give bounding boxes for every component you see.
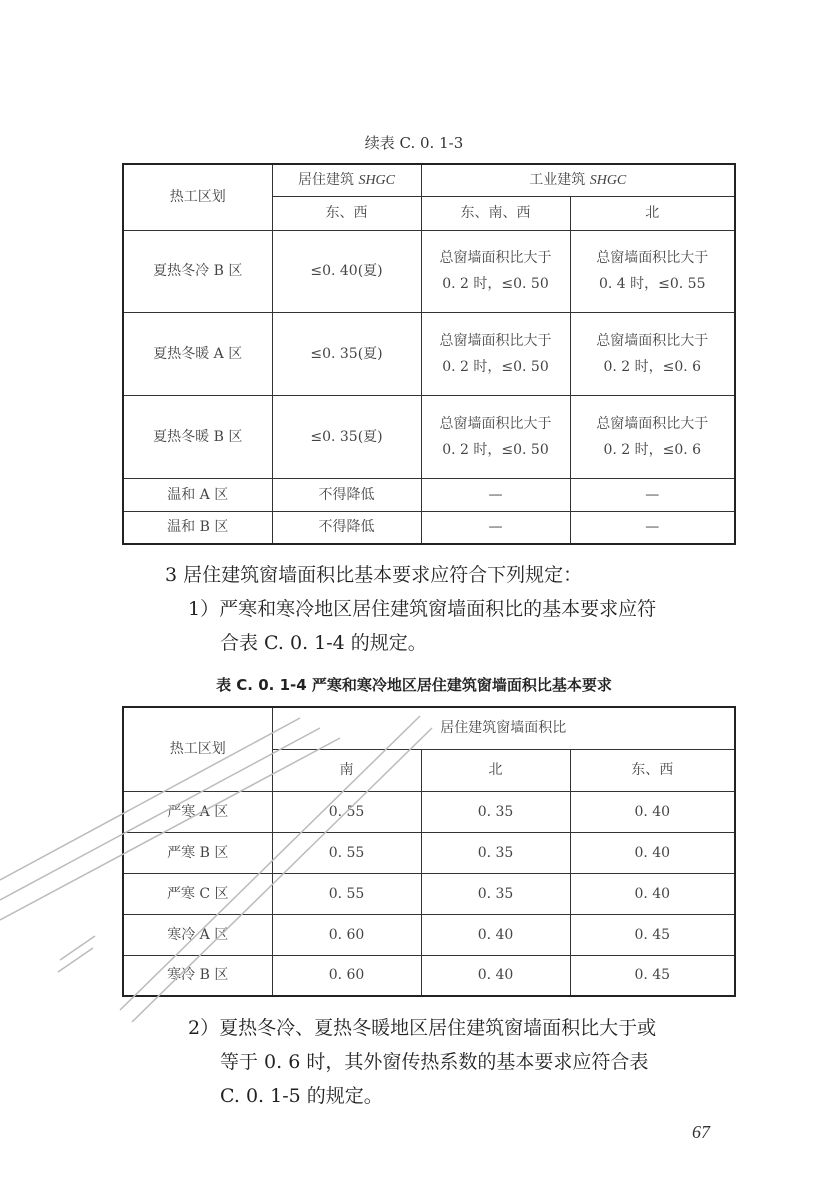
table1-header-industrial: 工业建筑 SHGC xyxy=(421,164,735,196)
table-row xyxy=(123,832,735,873)
table-cell-ew: 0. 40 xyxy=(570,832,735,873)
table-cell-zone: 严寒 A 区 xyxy=(123,791,272,832)
table-cell-zone: 寒冷 A 区 xyxy=(123,914,272,955)
table-cell-south: 0. 60 xyxy=(272,914,421,955)
table2-header-ew: 东、西 xyxy=(570,749,735,791)
table-cell-industrial-esw: — xyxy=(421,478,570,511)
table2-header-group: 居住建筑窗墙面积比 xyxy=(272,707,735,749)
table-row xyxy=(123,511,735,544)
table-row xyxy=(123,873,735,914)
table-cell-north: 0. 40 xyxy=(421,914,570,955)
table-cell-zone: 严寒 C 区 xyxy=(123,873,272,914)
table2-header-north: 北 xyxy=(421,749,570,791)
clause-3-2-line3: C. 0. 1-5 的规定。 xyxy=(220,1085,383,1107)
table-cell-ew: 0. 45 xyxy=(570,914,735,955)
table-cell-industrial-esw: 总窗墙面积比大于 0. 2 时，≤0. 50 xyxy=(421,395,570,478)
table-cell-zone: 温和 B 区 xyxy=(123,511,272,544)
table-cell-industrial-north: 总窗墙面积比大于 0. 4 时，≤0. 55 xyxy=(570,230,735,312)
table-cell-north: 0. 35 xyxy=(421,873,570,914)
table-row xyxy=(123,955,735,996)
table-cell-zone: 寒冷 B 区 xyxy=(123,955,272,996)
table-cell-north: 0. 40 xyxy=(421,955,570,996)
table-cell-industrial-north: 总窗墙面积比大于 0. 2 时，≤0. 6 xyxy=(570,312,735,395)
table-row xyxy=(123,312,735,395)
table2-caption: 表 C. 0. 1-4 严寒和寒冷地区居住建筑窗墙面积比基本要求 xyxy=(216,676,612,694)
table-cell-zone: 夏热冬冷 B 区 xyxy=(123,230,272,312)
table1-header-esw: 东、南、西 xyxy=(421,196,570,230)
table-cell-industrial-north: 总窗墙面积比大于 0. 2 时，≤0. 6 xyxy=(570,395,735,478)
table1-header-residential: 居住建筑 SHGC xyxy=(272,164,421,196)
table-cell-zone: 夏热冬暖 B 区 xyxy=(123,395,272,478)
table-row xyxy=(123,230,735,312)
table-cell-ew: 0. 40 xyxy=(570,873,735,914)
table-cell-residential: 不得降低 xyxy=(272,511,421,544)
table-cell-zone: 严寒 B 区 xyxy=(123,832,272,873)
table2 xyxy=(122,706,736,997)
table-row xyxy=(123,914,735,955)
clause-3-2-line1: 2）夏热冬冷、夏热冬暖地区居住建筑窗墙面积比大于或 xyxy=(188,1017,657,1039)
table-cell-south: 0. 60 xyxy=(272,955,421,996)
table1-header-zone: 热工区划 xyxy=(123,164,272,230)
table-cell-ew: 0. 40 xyxy=(570,791,735,832)
table-cell-south: 0. 55 xyxy=(272,791,421,832)
table-cell-residential: ≤0. 40(夏) xyxy=(272,230,421,312)
table-cell-industrial-north: — xyxy=(570,478,735,511)
table-cell-north: 0. 35 xyxy=(421,832,570,873)
table-cell-ew: 0. 45 xyxy=(570,955,735,996)
page-number: 67 xyxy=(692,1122,710,1142)
table-row xyxy=(123,478,735,511)
table-cell-industrial-esw: 总窗墙面积比大于 0. 2 时，≤0. 50 xyxy=(421,312,570,395)
clause-3-2-line2: 等于 0. 6 时，其外窗传热系数的基本要求应符合表 xyxy=(220,1051,649,1073)
table1-header-north: 北 xyxy=(570,196,735,230)
table-cell-industrial-esw: 总窗墙面积比大于 0. 2 时，≤0. 50 xyxy=(421,230,570,312)
table-cell-industrial-north: — xyxy=(570,511,735,544)
clause-3-1-line2: 合表 C. 0. 1-4 的规定。 xyxy=(220,632,427,654)
table1-header-ew: 东、西 xyxy=(272,196,421,230)
table1 xyxy=(122,163,736,545)
table-cell-residential: 不得降低 xyxy=(272,478,421,511)
table-row xyxy=(123,791,735,832)
table-cell-industrial-esw: — xyxy=(421,511,570,544)
table-cell-north: 0. 35 xyxy=(421,791,570,832)
table-cell-south: 0. 55 xyxy=(272,873,421,914)
table-cell-zone: 夏热冬暖 A 区 xyxy=(123,312,272,395)
table-cell-residential: ≤0. 35(夏) xyxy=(272,395,421,478)
clause-3-1-line1: 1）严寒和寒冷地区居住建筑窗墙面积比的基本要求应符 xyxy=(188,598,657,620)
table-cell-zone: 温和 A 区 xyxy=(123,478,272,511)
table-cell-south: 0. 55 xyxy=(272,832,421,873)
clause-3: 3 居住建筑窗墙面积比基本要求应符合下列规定： xyxy=(165,564,583,586)
table1-caption: 续表 C. 0. 1-3 xyxy=(364,134,464,152)
table2-header-south: 南 xyxy=(272,749,421,791)
table-row xyxy=(123,395,735,478)
table2-header-zone: 热工区划 xyxy=(123,707,272,791)
table-cell-residential: ≤0. 35(夏) xyxy=(272,312,421,395)
